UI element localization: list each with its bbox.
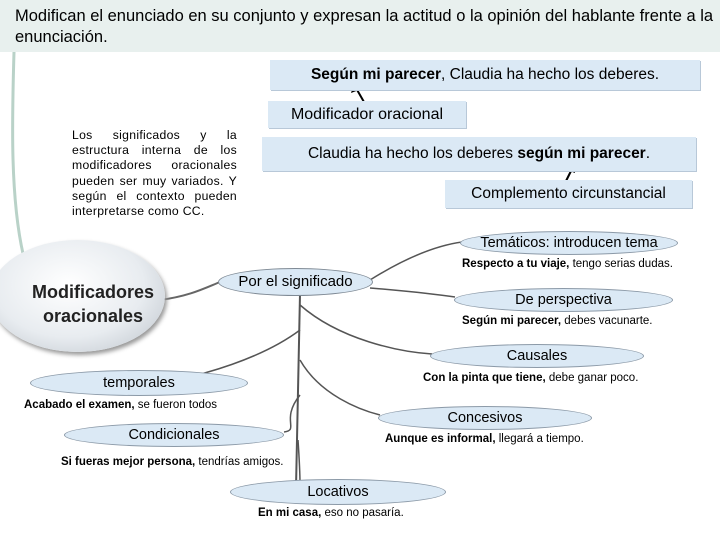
branch-condicionales: Condicionales (64, 423, 284, 447)
example-tematicos-rest: tengo serias dudas. (569, 258, 673, 270)
example-condicionales (61, 456, 283, 468)
example-concesivos (385, 433, 584, 445)
branch-perspectiva: De perspectiva (454, 288, 673, 312)
main-node-label: Modificadores oracionales (31, 282, 155, 326)
example-causales-rest: debe ganar poco. (545, 372, 639, 384)
by-meaning-node: Por el significado (218, 268, 373, 296)
example-locativos-rest: eso no pasaría. (321, 507, 404, 519)
branch-causales: Causales (430, 344, 644, 368)
branch-concesivos: Concesivos (378, 406, 592, 430)
example-causales-bold: Con la pinta que tiene, (423, 372, 546, 384)
example-sentence-1 (270, 60, 700, 90)
example-tematicos (462, 258, 673, 270)
example-perspectiva (462, 315, 653, 327)
example-locativos (258, 507, 404, 519)
example-2-bold: según mi parecer (517, 145, 646, 162)
branch-temporales: temporales (30, 370, 248, 396)
definition-text: Modifican el enunciado en su conjunto y expresan la actitud o la opinión del hablante frente a la enunciación. (15, 7, 714, 46)
example-temporales-rest: se fueron todos (134, 399, 218, 411)
example-sentence-2 (262, 137, 696, 171)
example-concesivos-bold: Aunque es informal, (385, 433, 496, 445)
example-perspectiva-rest: debes vacunarte. (561, 315, 653, 327)
example-perspectiva-bold: Según mi parecer, (462, 315, 562, 327)
example-2-rest: Claudia ha hecho los deberes (307, 145, 518, 162)
modificador-oracional-label: Modificador oracional (268, 101, 466, 128)
example-condicionales-rest: tendrías amigos. (195, 456, 284, 468)
branch-tematicos: Temáticos: introducen tema (460, 231, 678, 255)
complemento-circunstancial-label: Complemento circunstancial (445, 180, 692, 208)
example-temporales-bold: Acabado el examen, (24, 399, 135, 411)
example-locativos-bold: En mi casa, (258, 507, 322, 519)
example-1-bold: Según mi parecer (310, 66, 442, 83)
example-causales (423, 372, 638, 384)
intro-paragraph: Los significados y la estructura interna de los modificadores oracionales pueden ser muy variados. Y según el contexto pueden interpretarse como CC. (72, 128, 237, 219)
branch-locativos: Locativos (230, 479, 446, 505)
example-condicionales-bold: Si fueras mejor persona, (61, 456, 196, 468)
example-2-end: . (645, 145, 651, 162)
example-tematicos-bold: Respecto a tu viaje, (462, 258, 570, 270)
example-concesivos-rest: llegará a tiempo. (495, 433, 584, 445)
example-temporales (24, 399, 217, 411)
example-1-rest: , Claudia ha hecho los deberes. (441, 66, 660, 83)
